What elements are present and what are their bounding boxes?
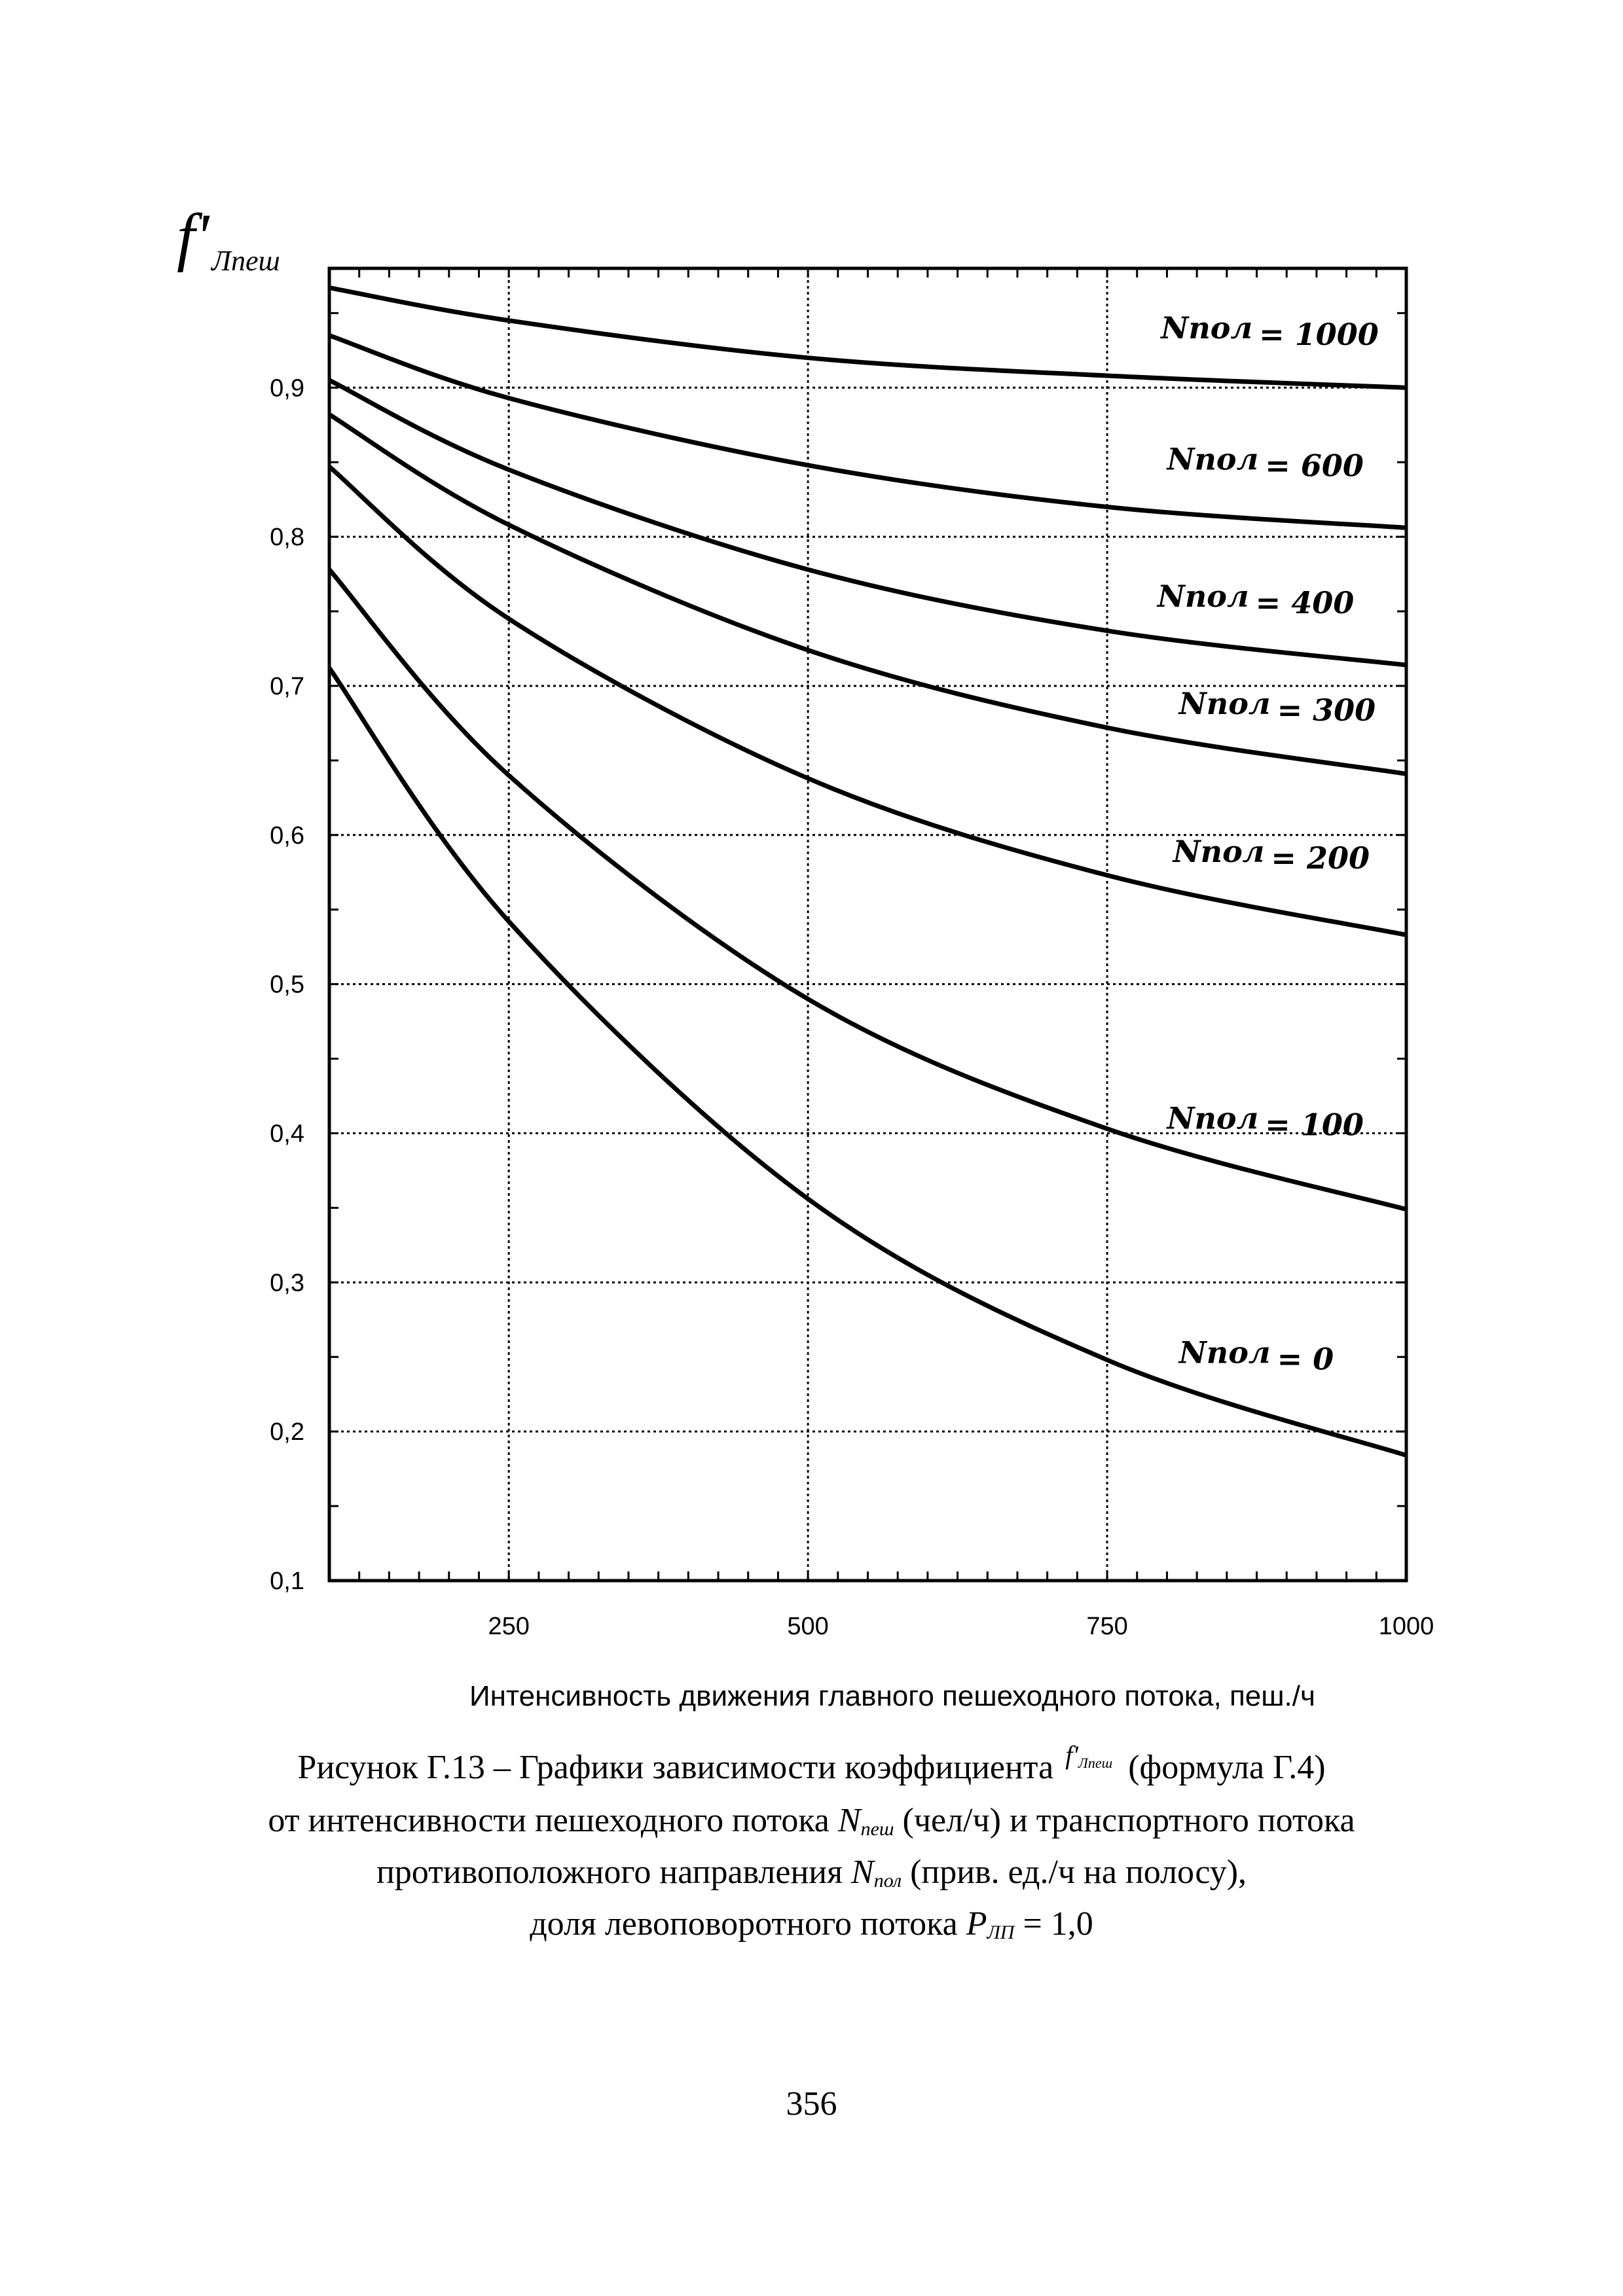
y-tick-label: 0,6 <box>270 821 304 850</box>
y-tick-label: 0,1 <box>270 1568 304 1595</box>
series-label-0: Nпол = 1000 <box>1161 310 1379 353</box>
caption-line-4: доля левоповоротного потока $P_{ЛП} = 1,0$ <box>530 1905 1093 1943</box>
x-tick-label: 750 <box>1086 1613 1128 1640</box>
y-axis-title: f'Лпеш <box>177 200 280 277</box>
x-tick-label: 1000 <box>1378 1613 1434 1640</box>
y-tick-labels <box>270 374 304 1595</box>
series-label-4: Nпол = 200 <box>1173 833 1370 876</box>
figure-caption <box>131 1740 1492 1954</box>
series-label-5: Nпол = 100 <box>1167 1100 1364 1143</box>
y-tick-label: 0,2 <box>270 1418 304 1446</box>
y-tick-label: 0,9 <box>270 374 304 403</box>
caption-line-1: Рисунок Г.13 – Графики зависимости коэффициента $^{f'_{Лпеш}}$ (формула Г.4) <box>297 1740 1326 1786</box>
series-line-2 <box>329 380 1406 665</box>
y-tick-label: 0,8 <box>270 524 304 552</box>
y-tick-label: 0,7 <box>270 672 304 700</box>
page-number: 356 <box>786 2085 837 2123</box>
x-tick-label: 250 <box>488 1613 530 1640</box>
series-label-3: Nпол = 300 <box>1178 686 1376 728</box>
series-label-2: Nпол = 400 <box>1157 579 1355 621</box>
caption-line-2: от интенсивности пешеходного потока $N_{пеш}$ (чел/ч) и транспортного потока <box>268 1802 1355 1840</box>
x-tick-label: 500 <box>787 1613 829 1640</box>
y-tick-label: 0,4 <box>270 1120 304 1148</box>
y-tick-label: 0,3 <box>270 1269 304 1297</box>
series-labels <box>1156 310 1379 1376</box>
y-tick-label: 0,5 <box>270 971 304 999</box>
series-label-1: Nпол = 600 <box>1167 441 1364 484</box>
caption-f-symbol: f'Лпеш <box>1065 1740 1113 1771</box>
x-axis-label: Интенсивность движения главного пешеходного потока, пеш./ч <box>469 1680 1315 1712</box>
series-label-6: Nпол = 0 <box>1178 1335 1334 1377</box>
caption-line-3: противоположного направления $N_{пол}$ (прив. ед./ч на полосу), <box>376 1854 1247 1892</box>
x-tick-labels <box>488 1613 1434 1640</box>
y-axis-title-sub: Лпеш <box>211 245 280 277</box>
